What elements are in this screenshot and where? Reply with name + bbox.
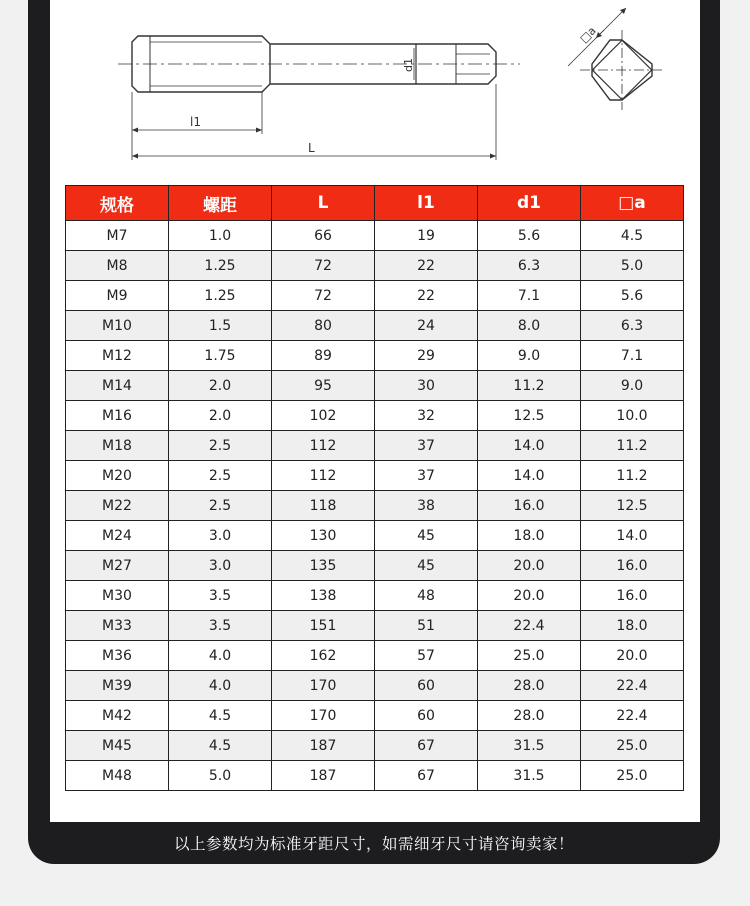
cell-L: 187: [272, 731, 375, 761]
cell-d1: 9.0: [478, 341, 581, 371]
cell-l1: 38: [375, 491, 478, 521]
cell-spec: M30: [66, 581, 169, 611]
cell-L: 66: [272, 221, 375, 251]
cell-pitch: 4.0: [169, 641, 272, 671]
cell-a: 11.2: [581, 461, 684, 491]
table-row: [66, 491, 684, 521]
header-d1: d1: [478, 186, 581, 221]
cell-pitch: 1.75: [169, 341, 272, 371]
table-row: [66, 251, 684, 281]
cell-d1: 5.6: [478, 221, 581, 251]
table-row: [66, 761, 684, 791]
cell-pitch: 4.0: [169, 671, 272, 701]
cell-d1: 28.0: [478, 671, 581, 701]
table-header-row: [66, 186, 684, 221]
cell-pitch: 3.0: [169, 521, 272, 551]
cell-pitch: 3.5: [169, 611, 272, 641]
cell-a: 4.5: [581, 221, 684, 251]
cell-L: 89: [272, 341, 375, 371]
cell-spec: M24: [66, 521, 169, 551]
table-row: [66, 431, 684, 461]
cell-pitch: 1.25: [169, 281, 272, 311]
cell-L: 170: [272, 671, 375, 701]
cell-l1: 37: [375, 431, 478, 461]
cell-l1: 48: [375, 581, 478, 611]
cell-pitch: 5.0: [169, 761, 272, 791]
cell-d1: 20.0: [478, 551, 581, 581]
cell-L: 102: [272, 401, 375, 431]
cell-d1: 22.4: [478, 611, 581, 641]
header-l1: l1: [375, 186, 478, 221]
cell-spec: M45: [66, 731, 169, 761]
table-body: [66, 221, 684, 791]
cell-a: 18.0: [581, 611, 684, 641]
cell-L: 72: [272, 281, 375, 311]
cell-pitch: 3.0: [169, 551, 272, 581]
cell-d1: 20.0: [478, 581, 581, 611]
cell-l1: 24: [375, 311, 478, 341]
cell-d1: 18.0: [478, 521, 581, 551]
cell-L: 170: [272, 701, 375, 731]
cell-l1: 32: [375, 401, 478, 431]
cell-a: 12.5: [581, 491, 684, 521]
cell-d1: 28.0: [478, 701, 581, 731]
square-end-view: [568, 8, 664, 110]
cell-a: 5.0: [581, 251, 684, 281]
cell-d1: 7.1: [478, 281, 581, 311]
cell-L: 187: [272, 761, 375, 791]
cell-spec: M14: [66, 371, 169, 401]
cell-spec: M36: [66, 641, 169, 671]
cell-l1: 45: [375, 551, 478, 581]
cell-spec: M22: [66, 491, 169, 521]
cell-a: 22.4: [581, 671, 684, 701]
cell-d1: 6.3: [478, 251, 581, 281]
cell-d1: 31.5: [478, 761, 581, 791]
cell-pitch: 1.0: [169, 221, 272, 251]
table-row: [66, 551, 684, 581]
cell-a: 6.3: [581, 311, 684, 341]
table-row: [66, 281, 684, 311]
cell-pitch: 1.5: [169, 311, 272, 341]
cell-pitch: 2.5: [169, 431, 272, 461]
table-row: [66, 311, 684, 341]
cell-spec: M42: [66, 701, 169, 731]
cell-l1: 45: [375, 521, 478, 551]
table-row: [66, 461, 684, 491]
cell-L: 112: [272, 461, 375, 491]
cell-spec: M27: [66, 551, 169, 581]
cell-pitch: 2.5: [169, 491, 272, 521]
cell-L: 80: [272, 311, 375, 341]
table-row: [66, 221, 684, 251]
cell-a: 14.0: [581, 521, 684, 551]
cell-a: 9.0: [581, 371, 684, 401]
table-row: [66, 731, 684, 761]
spec-sheet: [50, 0, 700, 822]
table-row: [66, 611, 684, 641]
table-row: [66, 341, 684, 371]
cell-spec: M39: [66, 671, 169, 701]
cell-d1: 16.0: [478, 491, 581, 521]
cell-spec: M12: [66, 341, 169, 371]
cell-L: 112: [272, 431, 375, 461]
cell-a: 25.0: [581, 731, 684, 761]
cell-spec: M33: [66, 611, 169, 641]
cell-l1: 19: [375, 221, 478, 251]
table-row: [66, 701, 684, 731]
cell-a: 11.2: [581, 431, 684, 461]
l1-label: l1: [190, 115, 201, 129]
table-row: [66, 371, 684, 401]
header-L: L: [272, 186, 375, 221]
cell-pitch: 4.5: [169, 731, 272, 761]
table-row: [66, 521, 684, 551]
cell-L: 130: [272, 521, 375, 551]
cell-l1: 30: [375, 371, 478, 401]
cell-L: 72: [272, 251, 375, 281]
header-pitch: 螺距: [169, 186, 272, 221]
table-row: [66, 401, 684, 431]
L-label: L: [308, 141, 315, 155]
cell-l1: 22: [375, 251, 478, 281]
cell-d1: 11.2: [478, 371, 581, 401]
cell-spec: M20: [66, 461, 169, 491]
header-spec: 规格: [66, 186, 169, 221]
cell-d1: 14.0: [478, 461, 581, 491]
table-row: [66, 641, 684, 671]
table-row: [66, 581, 684, 611]
cell-pitch: 2.5: [169, 461, 272, 491]
footer-note: 以上参数均为标准牙距尺寸，如需细牙尺寸请咨询卖家！: [173, 835, 574, 853]
spec-table: [65, 185, 684, 791]
cell-d1: 31.5: [478, 731, 581, 761]
cell-d1: 12.5: [478, 401, 581, 431]
cell-spec: M9: [66, 281, 169, 311]
cell-L: 135: [272, 551, 375, 581]
cell-l1: 60: [375, 701, 478, 731]
cell-spec: M8: [66, 251, 169, 281]
cell-L: 138: [272, 581, 375, 611]
cell-l1: 22: [375, 281, 478, 311]
cell-d1: 8.0: [478, 311, 581, 341]
cell-a: 20.0: [581, 641, 684, 671]
cell-L: 118: [272, 491, 375, 521]
tap-diagram: [50, 0, 700, 180]
cell-a: 10.0: [581, 401, 684, 431]
cell-spec: M7: [66, 221, 169, 251]
cell-L: 151: [272, 611, 375, 641]
cell-l1: 67: [375, 761, 478, 791]
d1-label: d1: [402, 58, 415, 72]
cell-pitch: 2.0: [169, 371, 272, 401]
cell-pitch: 3.5: [169, 581, 272, 611]
cell-a: 5.6: [581, 281, 684, 311]
cell-pitch: 1.25: [169, 251, 272, 281]
cell-a: 22.4: [581, 701, 684, 731]
cell-spec: M16: [66, 401, 169, 431]
cell-L: 95: [272, 371, 375, 401]
cell-a: 25.0: [581, 761, 684, 791]
cell-a: 16.0: [581, 551, 684, 581]
a-label: □a: [577, 24, 599, 46]
cell-l1: 57: [375, 641, 478, 671]
cell-d1: 14.0: [478, 431, 581, 461]
cell-spec: M18: [66, 431, 169, 461]
cell-d1: 25.0: [478, 641, 581, 671]
cell-spec: M10: [66, 311, 169, 341]
cell-spec: M48: [66, 761, 169, 791]
cell-l1: 37: [375, 461, 478, 491]
cell-l1: 60: [375, 671, 478, 701]
cell-pitch: 4.5: [169, 701, 272, 731]
cell-l1: 67: [375, 731, 478, 761]
header-a: □a: [581, 186, 684, 221]
cell-pitch: 2.0: [169, 401, 272, 431]
cell-l1: 51: [375, 611, 478, 641]
cell-a: 16.0: [581, 581, 684, 611]
cell-L: 162: [272, 641, 375, 671]
cell-l1: 29: [375, 341, 478, 371]
cell-a: 7.1: [581, 341, 684, 371]
table-row: [66, 671, 684, 701]
